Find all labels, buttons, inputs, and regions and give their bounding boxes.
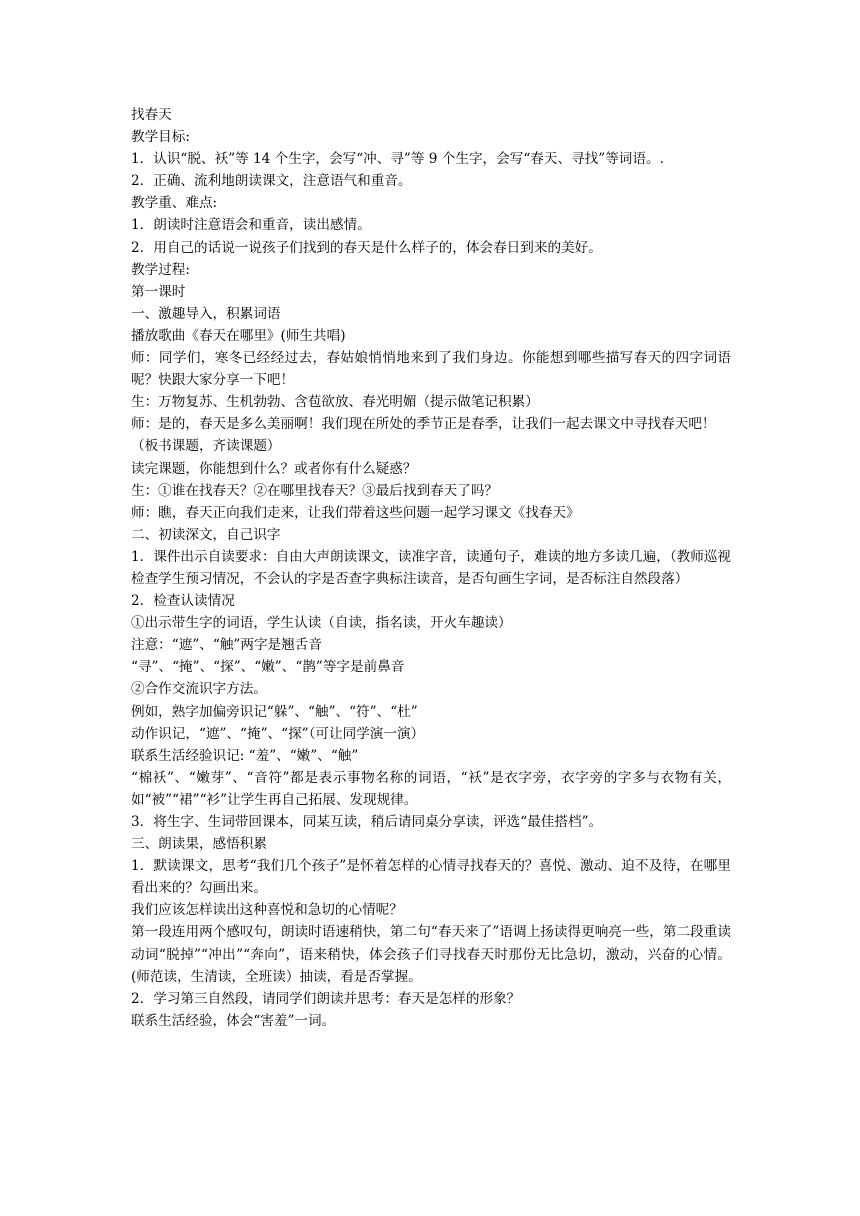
paragraph: 2．检查认读情况 [131,593,235,610]
paragraph: ①出示带生字的词语，学生认读（自读，指名读，开火车趣读） [131,615,512,632]
paragraph: 生：①谁在找春天？②在哪里找春天？③最后找到春天了吗？ [131,482,499,499]
section-heading-key-points: 教学重、难点: [131,195,218,212]
step-heading-3: 三、朗读果，感悟积累 [131,836,267,853]
document-title: 找春天 [131,107,172,123]
lesson-period-heading: 第一课时 [131,283,186,300]
paragraph: “寻”、“掩”、“探”、“嫩”、“鹊”等字是前鼻音 [131,659,405,676]
paragraph: “棉袄”、“嫩芽”、“音符”都是表示事物名称的词语，“袄”是衣字旁，衣字旁的字多与衣物有关，如“被”“裙”“衫”让学生再自己拓展、发现规律。 [131,769,731,808]
paragraph: 1．课件出示自读要求：自由大声朗读课文，读准字音，读通句子，难读的地方多读几遍，（教师巡视检查学生预习情况，不会认的字是否查字典标注读音，是否句画生字词，是否标注自然段落） [131,548,731,587]
paragraph: ②合作交流识字方法。 [131,681,267,698]
paragraph: 第一段连用两个感叹句，朗读时语速稍快，第二句“春天来了”语调上扬读得更响亮一些，第二段重读动词“脱掉”“冲出”“奔向”，语来稍快，体会孩子们寻找春天时那份无比急切，激动，兴奋的心情。(师范读，生清读，全班读）抽读，看是否掌握。 [131,924,731,985]
paragraph: 我们应该怎样读出这种喜悦和急切的心情呢？ [131,902,403,919]
paragraph: 1．默读课文，思考“我们几个孩子”是怀着怎样的心情寻找春天的？喜悦、激动、迫不及待，在哪里看出来的？勾画出来。 [131,858,731,897]
paragraph: 师：瞧，春天正向我们走来，让我们带着这些问题一起学习课文《找春天》 [131,504,580,521]
paragraph: 播放歌曲《春天在哪里》(师生共唱) [131,327,346,344]
paragraph: 联系生活经验，体会“害羞”一词。 [131,1012,336,1029]
paragraph: 例如，熟字加偏旁识记“躲”、“触”、“符”、“杜” [131,703,418,720]
paragraph: 动作识记，“遮”、“掩”、“探”（可让同学演一演） [131,725,425,742]
paragraph: 注意：“遮”、“触”两字是翘舌音 [131,637,322,654]
paragraph: 3．将生字、生词带回课本，同某互读，稍后请同桌分享读，评选“最佳搭档”。 [131,814,603,830]
paragraph: 师：同学们，寒冬已经经过去，春姑娘悄悄地来到了我们身边。你能想到哪些描写春天的四字词语呢？快跟大家分享一下吧！ [131,350,731,389]
paragraph: 生：万物复苏、生机勃勃、含苞欲放、春光明媚（提示做笔记积累） [131,394,539,411]
key-point-item-2: 2．用自己的话说一说孩子们找到的春天是什么样子的，体会春日到来的美好。 [131,239,602,256]
objective-item-1: 1．认识“脱、袄”等 14 个生字，会写“冲、寻”等 9 个生字，会写“春天、寻找”等词语。. [131,151,664,168]
document-page [131,104,731,1032]
paragraph: （板书课题，齐读课题） [131,438,281,455]
key-point-item-1: 1．朗读时注意语会和重音，读出感情。 [131,217,371,234]
objective-item-2: 2．正确、流利地朗读课文，注意语气和重音。 [131,173,412,190]
paragraph: 2．学习第三自然段，请同学们朗读并思考：春天是怎样的形象？ [131,990,521,1007]
section-heading-process: 教学过程: [131,261,190,278]
section-heading-objectives: 教学目标: [131,129,190,146]
step-heading-2: 二、初读深文，自己识字 [131,526,281,543]
paragraph: 联系生活经验识记: “羞”、“嫩”、“触” [131,747,359,764]
paragraph: 师：是的，春天是多么美丽啊！我们现在所处的季节正是春季，让我们一起去课文中寻找春天吧！ [131,416,716,433]
paragraph: 读完课题，你能想到什么？或者你有什么疑惑？ [131,460,417,477]
step-heading-1: 一、激趣导入，积累词语 [131,305,281,322]
